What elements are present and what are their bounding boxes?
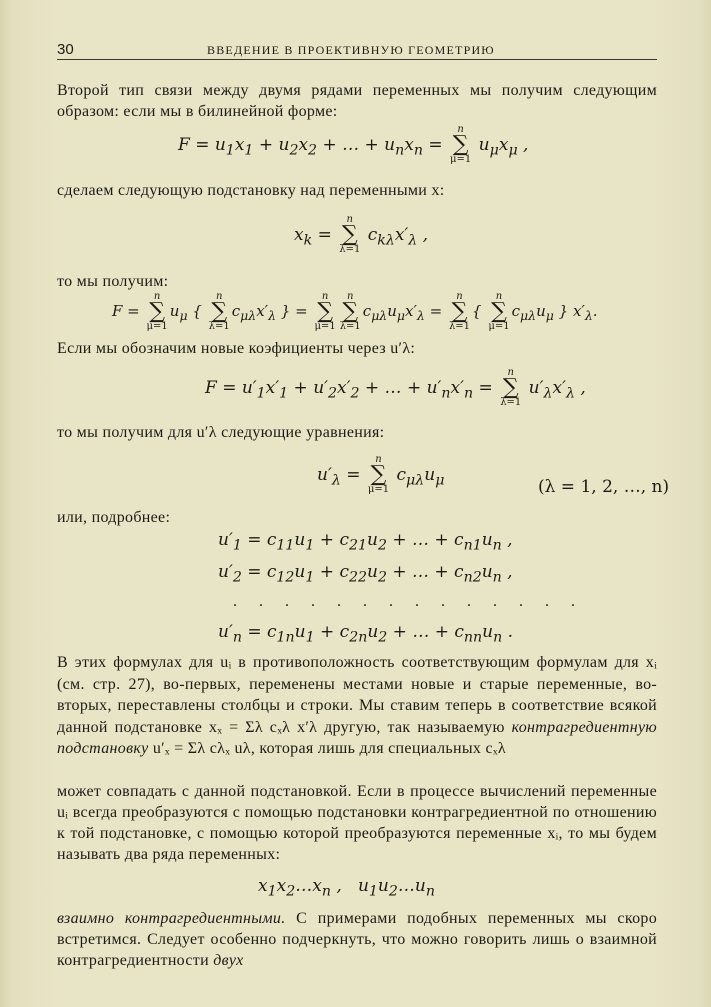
- paragraph-7-formula: u′ₓ = Σλ cλₓ uλ, которая лишь для специальных cₓλ: [152, 740, 506, 757]
- page-number: 30: [57, 41, 74, 58]
- system-line-n: $u'_n = c_{1n}u_1 + c_{2n}u_2$ + … + $c_{nn}u_n$ .: [218, 622, 514, 646]
- equation-variable-series: $x_1x_2\dots x_n$ , $u_1u_2\dots u_n$: [258, 876, 435, 900]
- equation-condition: (λ = 1, 2, …, n): [538, 477, 670, 497]
- equation-new-coefficients: $F = u'_1x'_1 + u'_2x'_2$ + … + $u'_nx'_n$ = n ∑ λ=1 $u'_\lambda x'_\lambda$ ,: [205, 367, 586, 408]
- paragraph-3: то мы получим:: [57, 273, 169, 290]
- system-ellipsis: . . . . . . . . . . . . . .: [233, 593, 584, 610]
- paragraph-7-text: В этих формулах для uᵢ в противоположность соответствующим формулам для xᵢ (см. стр. 27), во-первых, переменены местами новые и старые переменные, во-вторых, переставлены столбцы и строки. Мы ставим теперь в соответствие всякой данной подстановке xₓ = Σλ cₓλ x′λ другую, так называемую: [57, 654, 657, 736]
- paragraph-9-text: С примерами подобных переменных мы скоро встретимся. Следует особенно подчеркнуть, что можно говорить лишь о взаимной контрагредиентности: [57, 910, 657, 969]
- paragraph-6: или, подробнее:: [57, 509, 171, 526]
- term-two: двух: [213, 952, 244, 969]
- equation-substitution: $x_k$ = n ∑ λ=1 $c_{k\lambda}x'_\lambda$ ,: [294, 214, 429, 255]
- running-title: ВВЕДЕНИЕ В ПРОЕКТИВНУЮ ГЕОМЕТРИЮ: [207, 43, 495, 57]
- paragraph-1: Второй тип связи между двумя рядами переменных мы получим следующим образом: если мы в билинейной форме:: [57, 82, 657, 120]
- equation-bilinear-form: $F = u_1x_1 + u_2x_2$ + … + $u_nx_n$ = n ∑ μ=1 $u_\mu x_\mu$ ,: [178, 124, 529, 165]
- paragraph-4: Если мы обозначим новые коэфициенты через u′λ:: [57, 340, 416, 357]
- page-header: [57, 37, 657, 60]
- paragraph-5: то мы получим для u′λ следующие уравнения:: [57, 424, 385, 441]
- paragraph-9: [57, 908, 657, 971]
- equation-transformed-form: F = n ∑ μ=1 $u_\mu$ { n ∑ λ=1 $c_{\mu\lambda}x'_\lambda$ } = n ∑ μ=1 n ∑ λ=1 $c_{\mu\lambda}u_\mu x'_\lambda$ = n ∑ λ=1 { n ∑ μ=1 $c_{\mu\lambda}u_\mu$ } $x'_\lambda$.: [112, 291, 598, 332]
- paragraph-8: может совпадать с данной подстановкой. Если в процессе вычислений переменные uᵢ всегда преобразуются с помощью подстановки контрагредиентной по отношению к той подстановке, с помощью которой преобразуются переменные xᵢ, то мы будем называть два ряда переменных:: [57, 783, 657, 863]
- paragraph-7: [57, 652, 657, 760]
- term-mutually-contragredient: взаимно контрагредиентными.: [57, 910, 286, 927]
- paragraph-2: сделаем следующую подстановку над переменными x:: [57, 182, 445, 199]
- system-line-2: $u'_2 = c_{12}u_1 + c_{22}u_2$ + … + $c_{n2}u_n$ ,: [218, 562, 513, 586]
- equation-u-prime: $u'_\lambda$ = n ∑ μ=1 $c_{\mu\lambda}u_\mu$: [317, 454, 445, 495]
- term-contragredient-substitution: контрагредиентную подстановку: [57, 718, 657, 757]
- system-line-1: $u'_1 = c_{11}u_1 + c_{21}u_2$ + … + $c_{n1}u_n$ ,: [218, 530, 513, 554]
